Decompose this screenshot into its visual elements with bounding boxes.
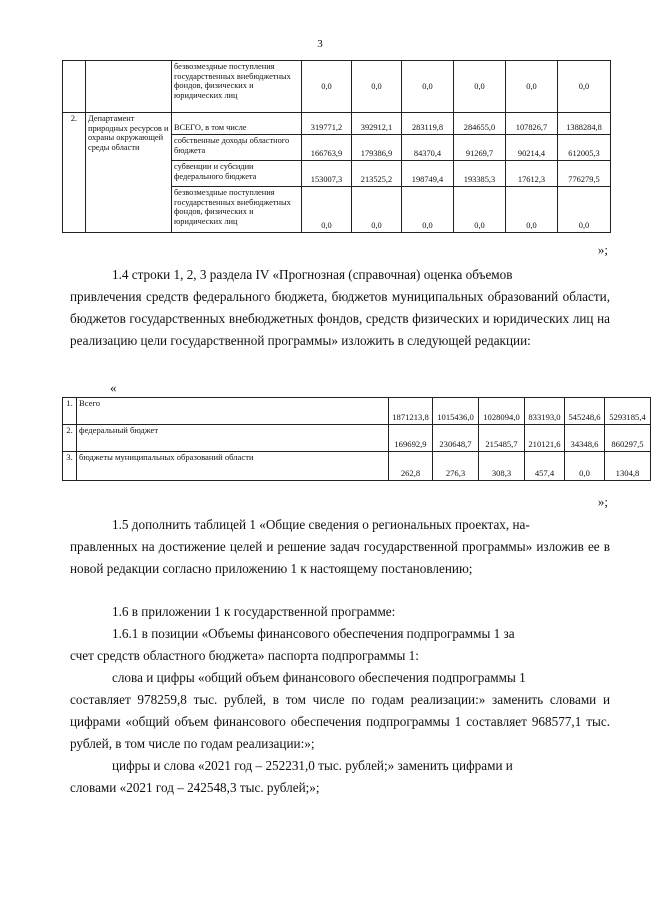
value-cell: 1015436,0	[433, 398, 479, 425]
table2-opening-quote: «	[110, 380, 117, 395]
paragraph-text: счет средств областного бюджета» паспорта подпрограммы 1:	[70, 647, 419, 663]
value-cell: 0,0	[506, 61, 558, 113]
value-cell: 198749,4	[402, 161, 454, 187]
row-label: федеральный бюджет	[77, 425, 389, 452]
row-label: Всего	[77, 398, 389, 425]
row-number: 3.	[63, 452, 77, 481]
value-cell: 308,3	[479, 452, 525, 481]
row-label: ВСЕГО, в том числе	[172, 113, 302, 135]
value-cell: 0,0	[558, 187, 611, 233]
row-label: собственные доходы областного бюджета	[172, 135, 302, 161]
paragraph-first-line: цифры и слова «2021 год – 252231,0 тыс. рублей;» заменить цифрами и	[112, 758, 513, 773]
value-cell: 0,0	[565, 452, 605, 481]
value-cell: 0,0	[402, 61, 454, 113]
value-cell: 0,0	[352, 187, 402, 233]
paragraph-text: правленных на достижение целей и решение задач государственной программы» изложив ее в новой редакции согласно приложению 1 к настоящему постановлению;	[70, 538, 610, 576]
row-number	[63, 61, 86, 113]
value-cell: 262,8	[389, 452, 433, 481]
forecast-funding-table	[62, 397, 651, 481]
value-cell: 215485,7	[479, 425, 525, 452]
value-cell: 776279,5	[558, 161, 611, 187]
row-label: безвозмездные поступления государственных внебюджетных фондов, физических и юридических лиц	[172, 61, 302, 113]
value-cell: 0,0	[302, 187, 352, 233]
value-cell: 91269,7	[454, 135, 506, 161]
value-cell: 0,0	[558, 61, 611, 113]
value-cell: 193385,3	[454, 161, 506, 187]
paragraph-text: словами «2021 год – 242548,3 тыс. рублей;»;	[70, 779, 320, 795]
value-cell: 5293185,4	[605, 398, 651, 425]
row-number: 2.	[63, 425, 77, 452]
row-label: безвозмездные поступления государственных внебюджетных фондов, физических и юридических лиц	[172, 187, 302, 233]
value-cell: 833193,0	[525, 398, 565, 425]
department-cell: Департамент природных ресурсов и охраны окружающей среды области	[86, 113, 172, 233]
value-cell: 179386,9	[352, 135, 402, 161]
table-row	[63, 452, 651, 481]
paragraph-words-replace	[70, 667, 610, 755]
paragraph-digits-replace	[70, 755, 610, 799]
page-number: 3	[317, 38, 323, 50]
paragraph-first-line: слова и цифры «общий объем финансового обеспечения подпрограммы 1	[112, 670, 526, 685]
funding-table-continued	[62, 60, 611, 233]
value-cell: 860297,5	[605, 425, 651, 452]
value-cell: 1871213,8	[389, 398, 433, 425]
value-cell: 612005,3	[558, 135, 611, 161]
value-cell: 0,0	[352, 61, 402, 113]
value-cell: 283119,8	[402, 113, 454, 135]
value-cell: 0,0	[506, 187, 558, 233]
value-cell: 17612,3	[506, 161, 558, 187]
value-cell: 392912,1	[352, 113, 402, 135]
table-row	[63, 61, 611, 113]
paragraph-first-line: 1.6.1 в позиции «Объемы финансового обеспечения подпрограммы 1 за	[112, 626, 515, 641]
value-cell: 166763,9	[302, 135, 352, 161]
value-cell: 1304,8	[605, 452, 651, 481]
paragraph-1-5	[70, 514, 610, 580]
row-label: бюджеты муниципальных образований области	[77, 452, 389, 481]
paragraph-text: привлечения средств федерального бюджета, бюджетов муниципальных образований области, бюджетов государственных внебюджетных фондов, средств физических и юридических лиц на реализацию цели государственной программы» изложить в следующей редакции:	[70, 288, 610, 348]
table2-closing-quote: »;	[597, 494, 608, 509]
value-cell: 0,0	[454, 187, 506, 233]
value-cell: 210121,6	[525, 425, 565, 452]
value-cell: 284655,0	[454, 113, 506, 135]
value-cell: 153007,3	[302, 161, 352, 187]
paragraph-1-6	[70, 601, 610, 623]
table-row	[63, 398, 651, 425]
value-cell: 34348,6	[565, 425, 605, 452]
paragraph-text: составляет 978259,8 тыс. рублей, в том числе по годам реализации:» заменить словами и цифрами «общий объем финансового обеспечения подпрограммы 1 составляет 968577,1 тыс. рублей, в том числе по годам реализации:»;	[70, 691, 610, 751]
value-cell: 0,0	[302, 61, 352, 113]
value-cell: 319771,2	[302, 113, 352, 135]
row-number: 1.	[63, 398, 77, 425]
value-cell: 84370,4	[402, 135, 454, 161]
paragraph-1-6-1	[70, 623, 610, 667]
row-number: 2.	[63, 113, 86, 233]
row-label: субвенции и субсидии федерального бюджета	[172, 161, 302, 187]
value-cell: 169692,9	[389, 425, 433, 452]
value-cell: 107826,7	[506, 113, 558, 135]
value-cell: 1028094,0	[479, 398, 525, 425]
paragraph-first-line: 1.4 строки 1, 2, 3 раздела IV «Прогнозная (справочная) оценка объемов	[112, 267, 513, 282]
paragraph-first-line: 1.5 дополнить таблицей 1 «Общие сведения о региональных проектах, на-	[112, 517, 530, 532]
paragraph-1-4	[70, 264, 610, 352]
department-cell	[86, 61, 172, 113]
value-cell: 230648,7	[433, 425, 479, 452]
value-cell: 1388284,8	[558, 113, 611, 135]
table-row	[63, 113, 611, 135]
value-cell: 276,3	[433, 452, 479, 481]
paragraph-first-line: 1.6 в приложении 1 к государственной программе:	[112, 604, 396, 619]
value-cell: 213525,2	[352, 161, 402, 187]
value-cell: 0,0	[454, 61, 506, 113]
value-cell: 90214,4	[506, 135, 558, 161]
table-row	[63, 425, 651, 452]
table1-closing-quote: »;	[597, 242, 608, 257]
value-cell: 0,0	[402, 187, 454, 233]
value-cell: 545248,6	[565, 398, 605, 425]
value-cell: 457,4	[525, 452, 565, 481]
